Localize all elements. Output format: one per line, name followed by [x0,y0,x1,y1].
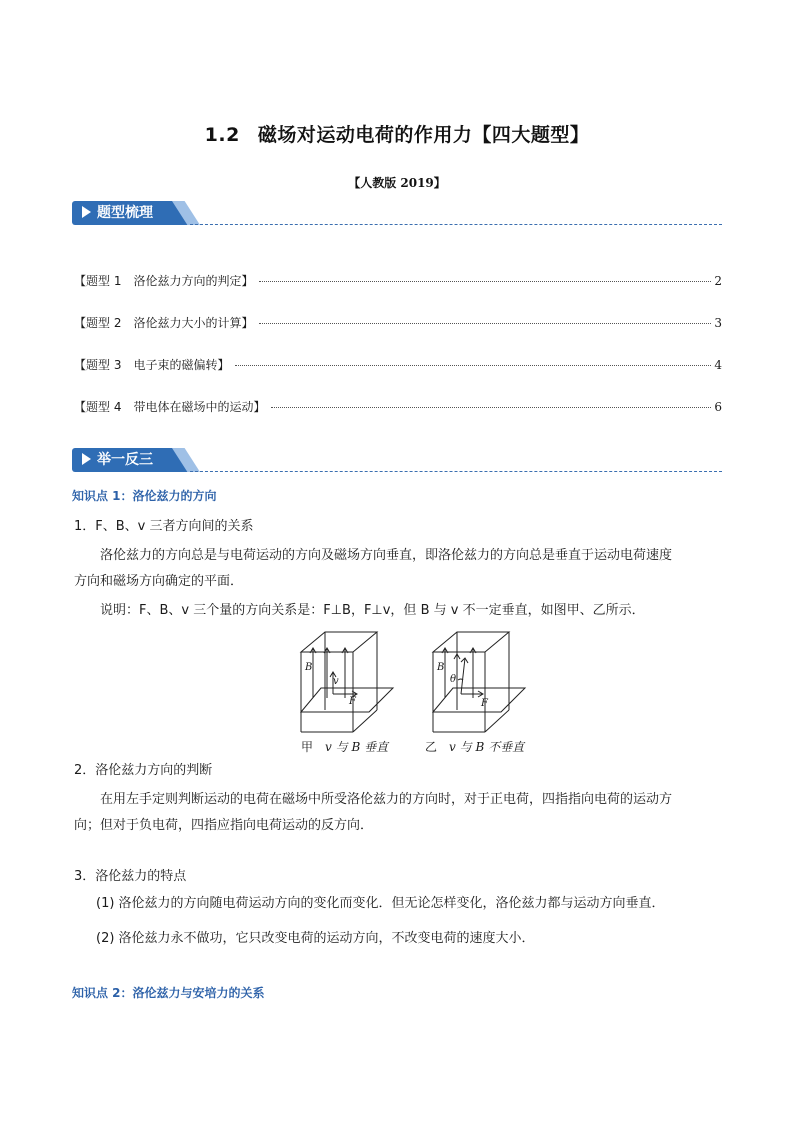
toc-item-4[interactable]: 【题型 4 带电体在磁场中的运动】 6 [74,400,722,414]
toc-page-number: 3 [714,316,722,330]
caption-a: 甲 v 与 B 垂直 [301,740,389,754]
paragraph-line: 洛伦兹力的方向总是与电荷运动的方向及磁场方向垂直，即洛伦兹力的方向总是垂直于运动电荷速度 [100,548,673,563]
play-arrow-icon [82,453,91,465]
edition-subtitle: 【人教版 2019】 [348,176,446,190]
section-banner-practice [72,448,722,472]
page-title [0,120,794,147]
label-v: v [333,676,339,687]
toc-item-2[interactable]: 【题型 2 洛伦兹力大小的计算】 3 [74,316,722,330]
paragraph-line: 在用左手定则判断运动的电荷在磁场中所受洛伦兹力的方向时，对于正电荷，四指指向电荷的运动方 [100,792,673,807]
section-label: 举一反三 [97,452,153,468]
toc-item-3[interactable]: 【题型 3 电子束的磁偏转】 4 [74,358,722,372]
label-F: F [481,698,488,709]
paragraph-note: 说明：F、B、v 三个量的方向关系是：F⊥B，F⊥v，但 B 与 v 不一定垂直，如图甲、乙所示． [100,603,645,618]
list-item: (1) 洛伦兹力的方向随电荷运动方向的变化而变化．但无论怎样变化，洛伦兹力都与运动方向垂直． [96,896,665,911]
title-number: 1.2 [204,124,240,146]
caption-b: 乙 v 与 B 不垂直 [425,740,525,754]
section-2-heading: 2．洛伦兹力方向的判断 [74,763,213,778]
section-1-heading: 1．F、B、v 三者方向间的关系 [74,519,254,534]
paragraph-line: 向；但对于负电荷，四指应指向电荷运动的反方向． [74,818,374,833]
title-text: 磁场对运动电荷的作用力【四大题型】 [257,124,590,146]
toc-page-number: 6 [714,400,722,414]
section-3-heading: 3．洛伦兹力的特点 [74,869,187,884]
paragraph-line: 方向和磁场方向确定的平面． [74,574,244,589]
list-item: (2) 洛伦兹力永不做功，它只改变电荷的运动方向，不改变电荷的速度大小． [96,931,535,946]
label-B: B [305,662,313,673]
label-theta: θ [450,674,457,685]
label-B: B [437,662,445,673]
dashed-divider [190,471,722,472]
section-label: 题型梳理 [97,205,153,221]
figure-diagram [285,628,545,756]
dashed-divider [190,224,722,225]
toc-item-1[interactable]: 【题型 1 洛伦兹力方向的判定】 2 [74,274,722,288]
play-arrow-icon [82,206,91,218]
figure-force-directions [285,628,545,756]
knowledge-point-1: 知识点 1：洛伦兹力的方向 [72,489,217,503]
section-banner-outline [72,201,722,225]
label-F: F [349,696,356,707]
knowledge-point-2: 知识点 2：洛伦兹力与安培力的关系 [72,986,265,1000]
toc-page-number: 4 [714,358,722,372]
toc-page-number: 2 [714,274,722,288]
